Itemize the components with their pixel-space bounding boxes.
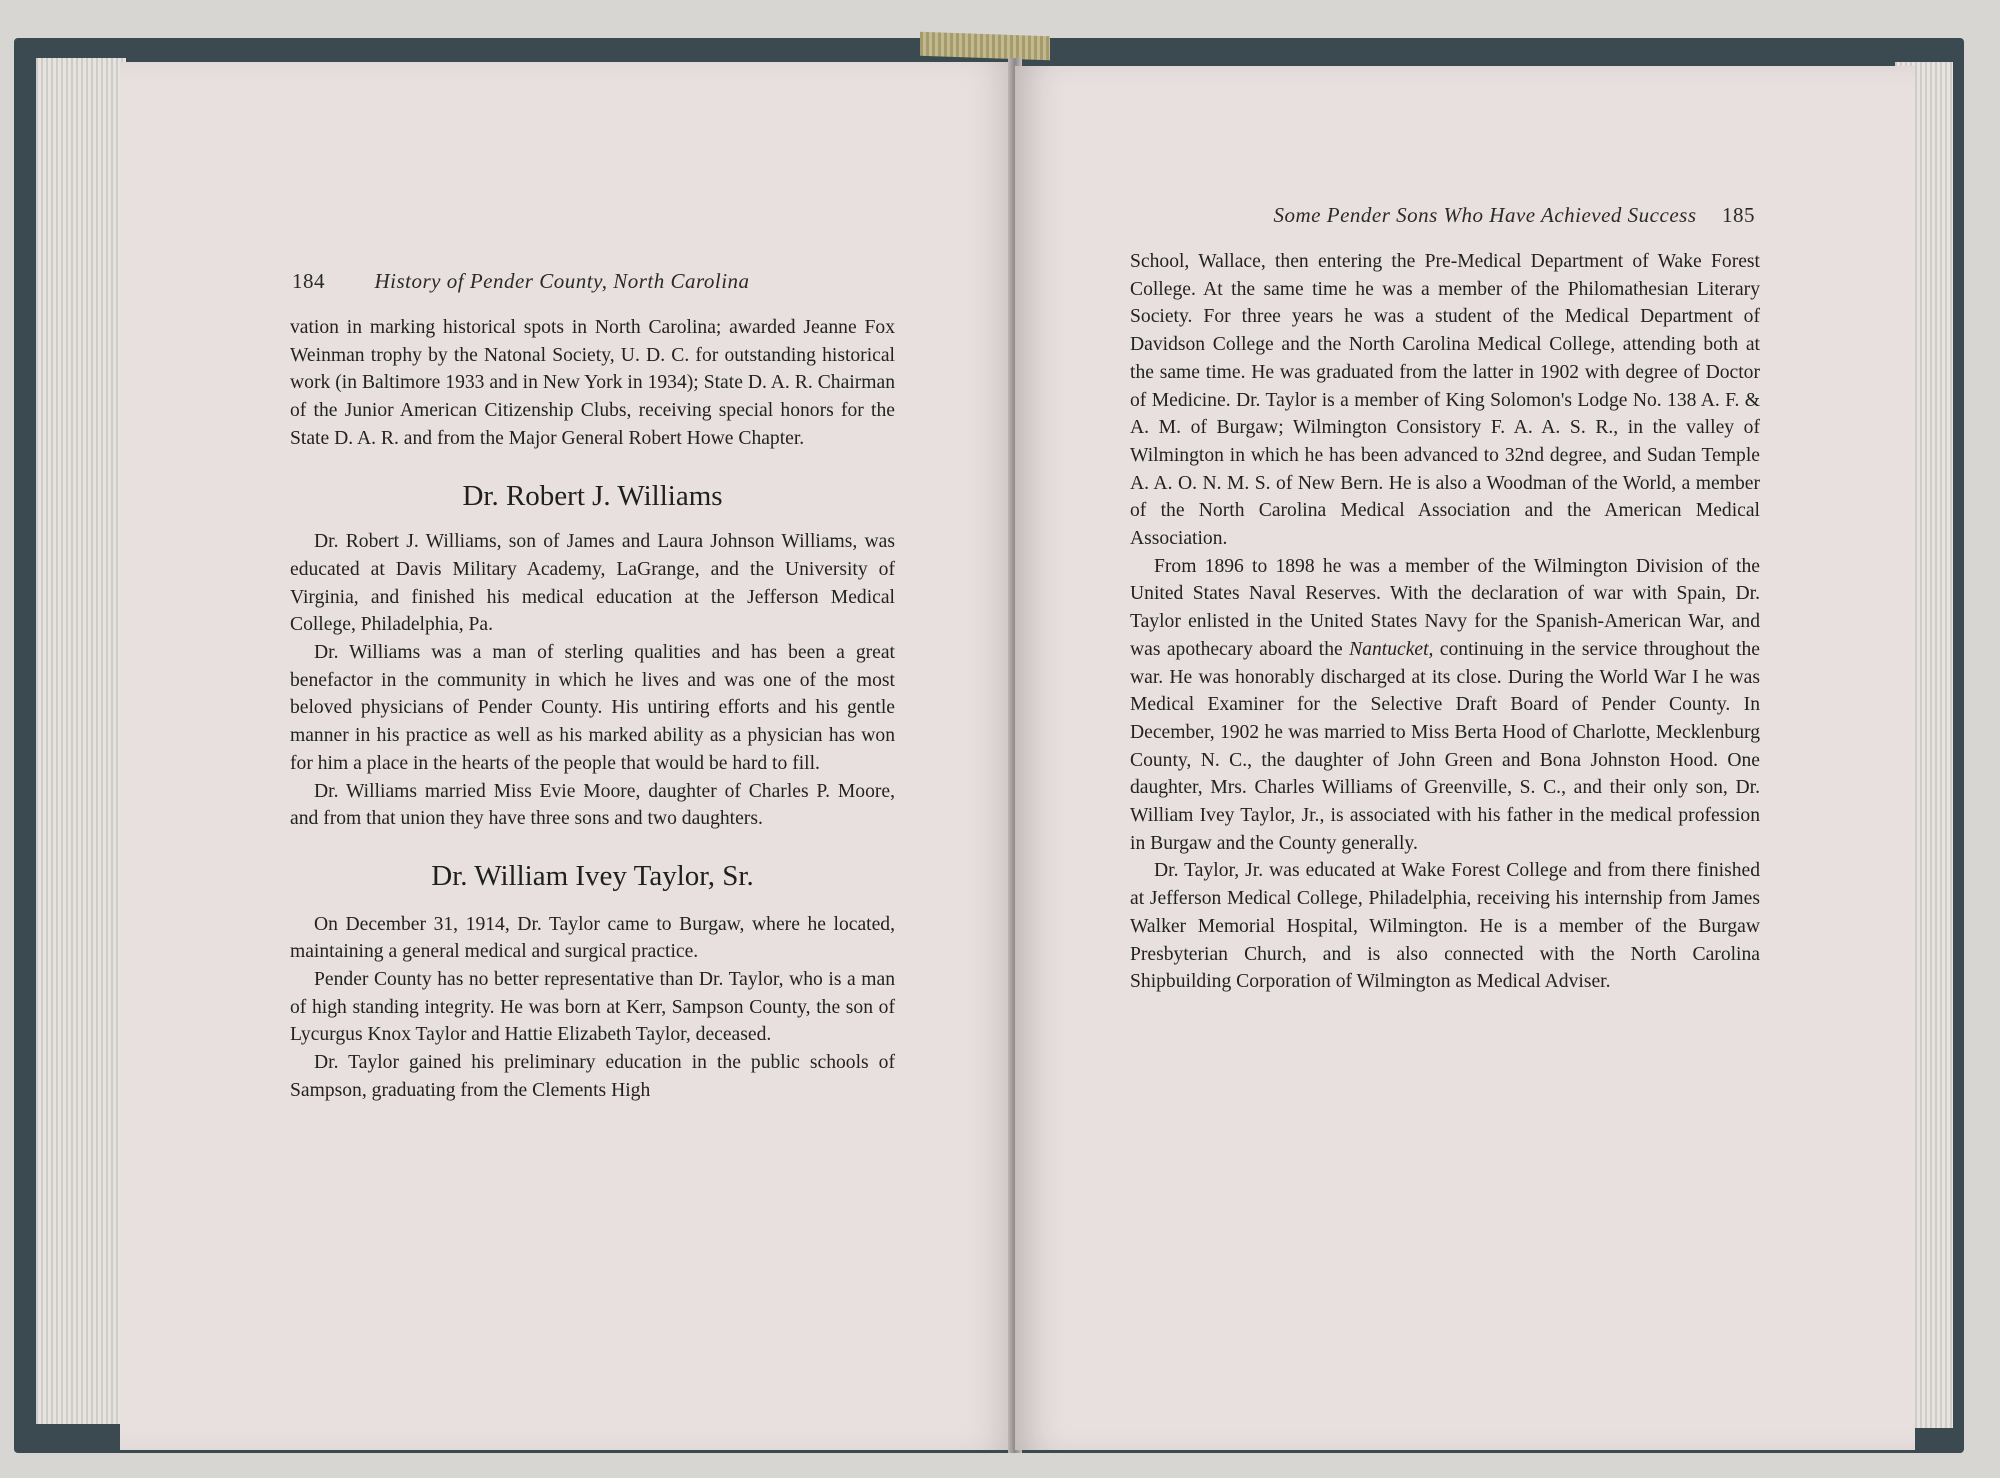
taylor-paragraph-1: On December 31, 1914, Dr. Taylor came to Burgaw, where he located, maintaining a general medical and surgical practice. <box>290 913 895 963</box>
right-paragraph-2-end: continuing in the service throughout the war. He was honorably discharged at its close. During the World War I he was Medical Examiner for the Selective Draft Board of Pender County. In December, 1902 he was married to Miss Berta Hood of Charlotte, Mecklenburg County, N. C., the daughter of John Green and Bona Johnston Hood. One daughter, Mrs. Charles Williams of Greenville, S. C., and their only son, Dr. William Ivey Taylor, Jr., is associated with his father in the medical profession in Burgaw and the County generally. <box>1130 638 1760 854</box>
left-page-header <box>292 269 852 294</box>
right-page <box>1015 66 1915 1450</box>
right-paragraph-2-start: From 1896 to 1898 he was a member of the Wilmington Division of the United States Naval Reserves. With the declaration of war with Spain, Dr. Taylor enlisted in the United States Navy for the Spanish-American War, and was apothecary aboard the <box>1130 555 1760 660</box>
right-page-number: 185 <box>1722 203 1755 227</box>
right-paragraph-1: School, Wallace, then entering the Pre-Medical Department of Wake Forest College. At the same time he was a member of the Philomathesian Literary Society. For three years he was a student of the Medical Department of Davidson College and the North Carolina Medical College, attending both at the same time. He was graduated from the latter in 1902 with degree of Doctor of Medicine. Dr. Taylor is a member of King Solomon's Lodge No. 138 A. F. & A. M. of Burgaw; Wilmington Consistory F. A. A. S. R., in the valley of Wilmington in which he has been advanced to 32nd degree, and Sudan Temple A. A. O. N. M. S. of New Bern. He is also a Woodman of the World, a member of the North Carolina Medical Association and the American Medical Association. <box>1130 251 1760 550</box>
williams-paragraph-1: Dr. Robert J. Williams, son of James and Laura Johnson Williams, was educated at Davis Military Academy, LaGrange, and the University of Virginia, and finished his medical education at the Jefferson Medical College, Philadelphia, Pa. <box>290 531 895 636</box>
taylor-paragraph-3: Dr. Taylor gained his preliminary education in the public schools of Sampson, graduating from the Clements High <box>290 1052 895 1101</box>
right-page-body <box>1130 248 1760 996</box>
continued-paragraph: vation in marking historical spots in North Carolina; awarded Jeanne Fox Weinman trophy by the Natonal Society, U. D. C. for outstanding historical work (in Baltimore 1933 and in New York in 1934); State D. A. R. Chairman of the Junior American Citizenship Clubs, receiving special honors for the State D. A. R. and from the Major General Robert Howe Chapter. <box>290 317 895 449</box>
spine-binding <box>920 32 1050 61</box>
ship-name: Nantucket, <box>1349 638 1434 660</box>
right-page-header <box>1185 203 1755 228</box>
heading-robert-williams: Dr. Robert J. Williams <box>462 479 723 512</box>
williams-paragraph-3: Dr. Williams married Miss Evie Moore, daughter of Charles P. Moore, and from that union they have three sons and two daughters. <box>290 780 895 830</box>
heading-william-ivey-taylor: Dr. William Ivey Taylor, Sr. <box>431 859 754 892</box>
left-page-body <box>290 314 895 1105</box>
taylor-paragraph-2: Pender County has no better representative than Dr. Taylor, who is a man of high standing integrity. He was born at Kerr, Sampson County, the son of Lycurgus Knox Taylor and Hattie Elizabeth Taylor, deceased. <box>290 969 895 1046</box>
right-running-title: Some Pender Sons Who Have Achieved Success <box>1273 203 1697 227</box>
left-page-number: 184 <box>292 269 325 293</box>
williams-paragraph-2: Dr. Williams was a man of sterling qualities and has been a great benefactor in the community in which he lives and was one of the most beloved physicians of Pender County. His untiring efforts and his gentle manner in his practice as well as his marked ability as a physician has won for him a place in the hearts of the people that would be hard to fill. <box>290 642 895 774</box>
left-running-title: History of Pender County, North Carolina <box>374 269 750 293</box>
page-edges-left <box>36 58 126 1424</box>
left-page <box>120 62 1015 1450</box>
right-paragraph-3: Dr. Taylor, Jr. was educated at Wake Forest College and from there finished at Jefferson Medical College, Philadelphia, receiving his internship from James Walker Memorial Hospital, Wilmington. He is a member of the Burgaw Presbyterian Church, and is also connected with the North Carolina Shipbuilding Corporation of Wilmington as Medical Adviser. <box>1130 860 1760 993</box>
right-paragraph-2 <box>1130 553 1760 858</box>
